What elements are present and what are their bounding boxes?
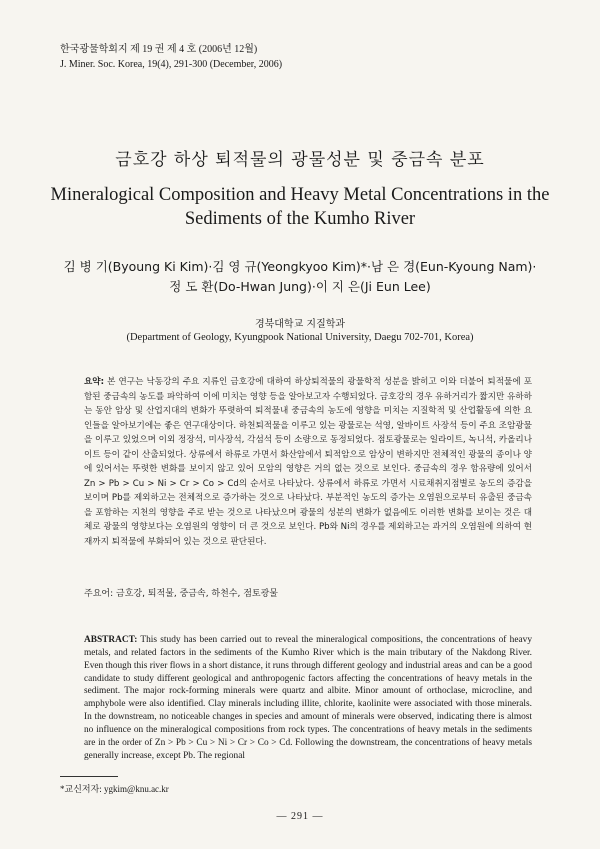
journal-header <box>60 42 282 72</box>
keywords-text: 금호강, 퇴적물, 중금속, 하천수, 점토광물 <box>116 589 278 599</box>
footnote-divider <box>60 776 118 777</box>
abstract-english-text: This study has been carried out to reveal the mineralogical compositions, the concentrations of heavy metals, and related factors in the sediments of the Kumho River which is the main tributary of the Nakdong River. Even though this river flows in a short distance, it runs through different geology and industrial areas and can be a good candidate to study different geological and anthropogenic factors affecting the concentrations of heavy metals in the sediment. The major rock-forming minerals were quartz and albite. Minor amount of orthoclase, microcline, and amphybole were also identified. Clay minerals including illite, chlorite, kaolinite were associated with those minerals. In the downstream, no noticeable changes in species and amount of minerals were observed, indicating there is almost no influence on the mineralogical compositions from rock types. The concentrations of heavy metals in the sediments are in the order of Zn > Pb > Cu > Ni > Cr > Co > Cd. Following the downstream, the concentrations of heavy metals generally increase, except Pb. The regional <box>84 635 532 761</box>
page-number: — 291 — <box>276 811 324 822</box>
abstract-korean-label: 요약: <box>84 377 105 387</box>
author-list <box>40 257 560 297</box>
title-english-line-2: Sediments of the Kumho River <box>184 209 416 229</box>
abstract-korean <box>84 375 532 550</box>
journal-citation-english: J. Miner. Soc. Korea, 19(4), 291-300 (December, 2006) <box>60 59 283 70</box>
abstract-english <box>84 634 532 762</box>
author-line-1: 김 병 기(Byoung Ki Kim)·김 영 규(Yeongkyoo Kim)*·남 은 경(Eun-Kyoung Nam)· <box>63 259 537 274</box>
affiliation-korean: 경북대학교 지질학과 <box>254 319 346 330</box>
title-english-line-1: Mineralogical Composition and Heavy Metal Concentrations in the <box>50 185 550 205</box>
author-line-2: 정 도 환(Do-Hwan Jung)·이 지 은(Ji Eun Lee) <box>169 279 431 294</box>
title-english <box>40 183 560 231</box>
abstract-korean-text: 본 연구는 낙동강의 주요 지류인 금호강에 대하여 하상퇴적물의 광물학적 성분을 밝히고 이와 더불어 퇴적물에 포함된 중금속의 농도를 파악하여 이에 미치는 영향 등을 알아보고자 수행되었다. 금호강의 경우 유하거리가 짧지만 유하하는 동안 암상 및 산업지대의 변화가 뚜렷하여 퇴적물내 중금속의 농도에 영향을 미치는 지질학적 및 산업활동에 의한 요인들을 알아보기에는 좋은 연구대상이다. 하천퇴적물을 이루고 있는 광물로는 석영, 알바이트 사장석 등이 주요 조암광물을 이루고 있었으며 이외 정장석, 미사장석, 각섬석 등이 소량으로 동정되었다. 점토광물로는 일라이트, 녹니석, 카올리나이트 등이 같이 산출되었다. 상류에서 하류로 가면서 화산암에서 퇴적암으로 암상이 변하지만 전체적인 광물의 종이나 양에 있어서는 뚜렷한 변화를 보이지 않고 있어 모암의 영향은 거의 없는 것으로 보인다. 중금속의 경우 함유량에 있어서 Zn > Pb > Cu > Ni > Cr > Co > Cd의 순서로 나타났다. 상류에서 하류로 가면서 시료채취지점별로 농도의 증감을 보이며 Pb를 제외하고는 전체적으로 증가하는 것으로 나타났다. 부분적인 농도의 증가는 오염원으로부터 유출된 중금속을 포함하는 지천의 영향을 주로 받는 것으로 나타났으며 광물의 성분의 변화가 없음에도 이러한 변화를 보이는 것은 대체로 광물의 영향보다는 오염원의 영향이 더 큰 것으로 보인다. Pb와 Ni의 경우를 제외하고는 과거의 오염원에 의하여 현재까지 퇴적물에 부화되어 있는 것으로 판단된다. <box>84 377 532 548</box>
keywords-korean <box>84 586 532 599</box>
journal-citation-korean: 한국광물학회지 제 19 권 제 4 호 (2006년 12월) <box>60 44 258 55</box>
corresponding-author-footnote: *교신저자: ygkim@knu.ac.kr <box>60 784 169 794</box>
keywords-label: 주요어: <box>84 589 114 599</box>
title-korean: 금호강 하상 퇴적물의 광물성분 및 중금속 분포 <box>115 150 485 170</box>
abstract-english-label: ABSTRACT: <box>84 635 138 645</box>
affiliation-english: (Department of Geology, Kyungpook National University, Daegu 702-701, Korea) <box>126 332 474 343</box>
